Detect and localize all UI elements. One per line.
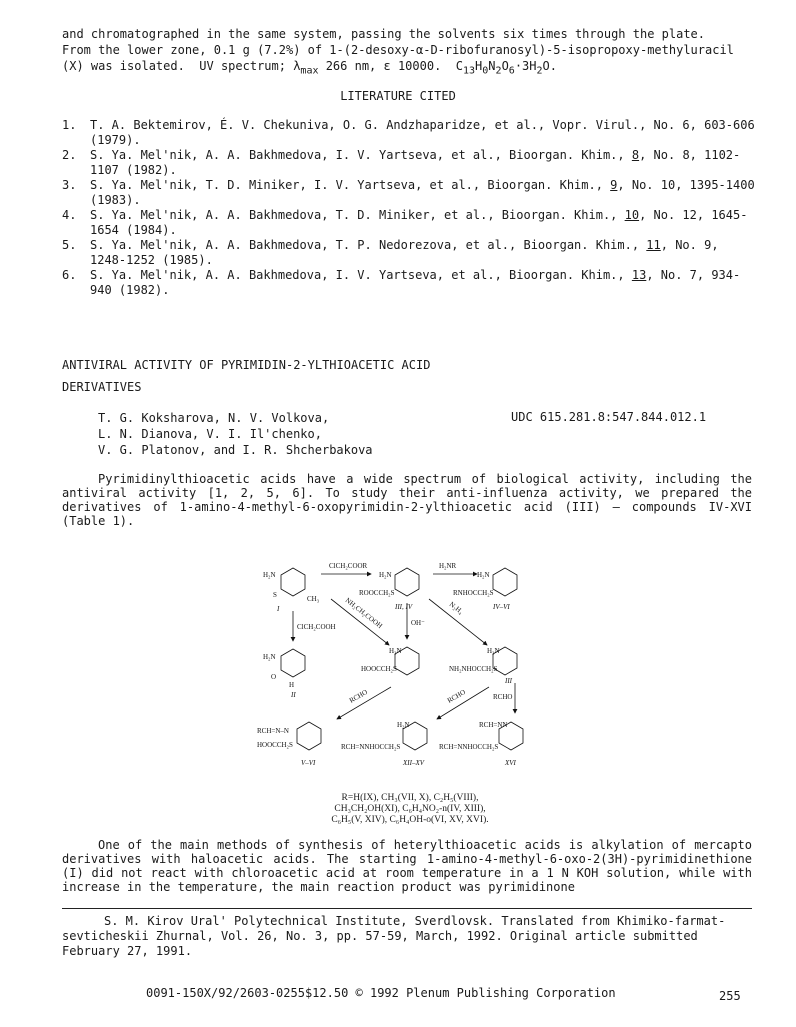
page-number: 255: [719, 989, 741, 1003]
article-title-line-2: DERIVATIVES: [62, 380, 142, 394]
fragment-label: RCH=NNHOCCH₂S: [439, 743, 499, 751]
top-paragraph-line-2: From the lower zone, 0.1 g (7.2%) of 1-(2-desoxy-α-D-ribofuranosyl)-5-isopropoxy-methyluracil: [62, 43, 734, 57]
fragment-label: H₂N: [379, 571, 392, 579]
compound-number: III, IV: [395, 603, 413, 611]
reagent-label: ClCH₂COOH: [297, 623, 336, 631]
reagent-label: ClCH₂COOR: [329, 562, 368, 570]
ring-compound-IV-VI: [493, 568, 517, 596]
compound-number: XII–XV: [403, 759, 424, 767]
author-line-2: L. N. Dianova, V. I. Il'chenko,: [98, 427, 322, 441]
fragment-label: RCH=NN: [479, 721, 508, 729]
body-paragraph: One of the main methods of synthesis of heterylthioacetic acids is alkylation of mercapto derivatives with haloacetic acids. The starting 1-amino-4-methyl-6-oxo-2(3H)-pyrimidinethione (I) did not react with chloroacetic acid at room temperature in a 1 N KOH solution, while with increase in the temperature, the main reaction product was pyrimidinone: [62, 838, 752, 894]
compound-number: III: [505, 677, 512, 685]
r-legend-line: CH₃CH₂OH(XI), C₆H₄NO₂-n(IV, XIII),: [334, 804, 486, 814]
ring-compound-I: [281, 568, 305, 596]
fragment-label: H₂N: [389, 647, 402, 655]
journal-page: and chromatographed in the same system, passing the solvents six times through the plate. From the lower zone, 0.1 g (7.2%) of 1-(2-desoxy-α-D-ribofuranosyl)-5-isopropoxy-methyluracil (X) was isolated. UV spectrum; $\lambda_{max}$ 266 nm, ε 10000. $C_{13}H_0N_2O_6\cdot 3H_2O$. LITERATURE CITED 1. T. A. Bektemirov, É. V. Chekuniva, O. G. Andzhaparidze, et al., Vopr. Virul., No. 6, 603-606 (1979). 2. S. Ya. Mel'nik, A. A. Bakhmedova, I. V. Yartseva, et al., Bioorgan. Khim., 8, No. 8, 1102-1107 (1982). 3. S. Ya. Mel'nik, T. D. Miniker, I. V. Yartseva, et al., Bioorgan. Khim., 9, No. 10, 1395-1400 (1983). 4. S. Ya. Mel'nik, A. A. Bakhmedova, T. D. Miniker, et al., Bioorgan. Khim., 10, No. 12, 1645-1654 (1984). 5. S. Ya. Mel'nik, A. A. Bakhmedova, T. P. Nedorezova, et al., Bioorgan. Khim., 11, No. 9, 1248-1252 (1985). 6. S. Ya. Mel'nik, A. A. Bakhmedova, I. V. Yartseva, et al., Bioorgan. Khim., 13, No. 7, 934-940 (1982). ANTIVIRAL ACTIVITY OF PYRIMIDIN-2-YLTHIOACETIC ACID DERIVATIVES T. G. Koksharova, N. V. Volkova, L. N. Dianova, V. I. Il'chenko, V. G. Platonov, and I. R. Shcherbakova UDC 615.281.8:547.844.012.1 Pyrimidinylthioacetic acids have a wide spectrum of biological activity, including the antiviral activity [1, 2, 5, 6]. To study their anti-influenza activity, we prepared the derivatives of 1-amino-4-methyl-6-oxopyrimidin-2-ylthioacetic acid (III) — compounds IV-XVI (Table 1). ClCH₂COOR H₂NR ClCH₂COOH OH⁻ NH₂CH₂COOH N₂H₄ RCHO RCHO RCHO H₂N S CH₃ H₂N ROOCCH₂S H₂N RNHOCCH₂S H₂N O H H₂N HOOCCH₂S H₂N NH₂NHOCCH₂S RCH=N–N HOOCCH₂S H₂N RCH=NNHOCCH₂S RCH=NN RCH=NNHOCCH₂S I III, IV IV–VI II III V–VI XII–XV XVI R=H(IX), CH₃(VII, X), C₂H₅(VIII), CH₃CH₂OH(XI), C₆H₄NO₂-n(IV, XIII), C₆H₅(V, XIV), C₆H₄OH-o(VI, XV, XVI). One of the main methods of synthesis of heterylthioacetic acids is alkylation of mercapto derivatives with haloacetic acids. The starting 1-amino-4-methyl-6-oxo-2(3H)-pyrimidinethione (I) did not react with chloroacetic acid at room temperature in a 1 N KOH solution, while with increase in the temperature, the main reaction product was pyrimidinone S. M. Kirov Ural' Polytechnical Institute, Sverdlovsk. Translated from Khimiko-farmat-sevticheskii Zhurnal, Vol. 26, No. 3, pp. 57-59, March, 1992. Original article submitted February 27, 1991. 0091-150X/92/2603-0255$12.50 © 1992 Plenum Publishing Corporation 255: [0, 0, 796, 1027]
fragment-label: HOOCCH₂S: [361, 665, 397, 673]
literature-heading: LITERATURE CITED: [340, 89, 456, 103]
fragment-label: HOOCCH₂S: [257, 741, 293, 749]
fragment-label: RNHOCCH₂S: [453, 589, 494, 597]
ring-compound-V-VI: [297, 722, 321, 750]
r-legend-line: R=H(IX), CH₃(VII, X), C₂H₅(VIII),: [341, 793, 479, 803]
author-line-3: V. G. Platonov, and I. R. Shcherbakova: [98, 443, 373, 457]
intro-paragraph: Pyrimidinylthioacetic acids have a wide spectrum of biological activity, including the antiviral activity [1, 2, 5, 6]. To study their anti-influenza activity, we prepared the derivatives of 1-amino-4-methyl-6-oxopyrimidin-2-ylthioacetic acid (III) — compounds IV-XVI (Table 1).: [62, 472, 752, 528]
reagent-label: NH₂CH₂COOH: [343, 596, 384, 631]
fragment-label: H₂N: [487, 647, 500, 655]
top-paragraph-line-3: (X) was isolated. UV spectrum; $\lambda_{max}$ 266 nm, ε 10000. $C_{13}H_0N_2O_6\cdot 3H_2O$.: [62, 59, 557, 77]
reaction-scheme-drawing: [253, 553, 543, 775]
compound-number: II: [291, 691, 296, 699]
reagent-label: H₂NR: [439, 562, 457, 570]
ring-compound-III-IV: [395, 568, 419, 596]
article-title-line-1: ANTIVIRAL ACTIVITY OF PYRIMIDIN-2-YLTHIOACETIC ACID: [62, 358, 431, 372]
copyright-line: 0091-150X/92/2603-0255$12.50 © 1992 Plenum Publishing Corporation: [146, 986, 616, 1000]
fragment-label: S: [273, 591, 277, 599]
fragment-label: O: [271, 673, 277, 681]
fragment-label: RCH=NNHOCCH₂S: [341, 743, 401, 751]
fragment-label: H₂N: [263, 571, 276, 579]
fragment-label: NH₂NHOCCH₂S: [449, 665, 498, 673]
footnote: S. M. Kirov Ural' Polytechnical Institute, Sverdlovsk. Translated from Khimiko-farmat-sevticheskii Zhurnal, Vol. 26, No. 3, pp. 57-59, March, 1992. Original article submitted February 27, 1991.: [62, 914, 726, 958]
reagent-label: RCHO: [446, 688, 467, 705]
fragment-label: H₂N: [263, 653, 276, 661]
fragment-label: RCH=N–N: [257, 727, 289, 735]
fragment-label: H₂N: [397, 721, 410, 729]
compound-number: V–VI: [301, 759, 316, 767]
fragment-label: H: [289, 681, 295, 689]
reaction-scheme: [253, 553, 543, 775]
fragment-label: ROOCCH₂S: [359, 589, 395, 597]
compound-number: XVI: [505, 759, 516, 767]
fragment-label: CH₃: [307, 595, 320, 603]
reagent-label: RCHO: [348, 688, 369, 705]
r-legend-line: C₆H₅(V, XIV), C₆H₄OH-o(VI, XV, XVI).: [331, 815, 489, 825]
top-paragraph-line-1: and chromatographed in the same system, passing the solvents six times through the plate.: [62, 27, 705, 41]
udc-code: UDC 615.281.8:547.844.012.1: [511, 410, 707, 424]
reagent-label: RCHO: [493, 693, 513, 701]
reagent-label: N₂H₄: [447, 600, 465, 616]
compound-number: I: [277, 605, 280, 613]
compound-number: IV–VI: [493, 603, 510, 611]
ring-compound-II: [281, 649, 305, 677]
author-line-1: T. G. Koksharova, N. V. Volkova,: [98, 411, 330, 425]
scheme-r-legend: [290, 793, 530, 826]
footnote-divider: [62, 908, 752, 909]
fragment-label: H₂N: [477, 571, 490, 579]
reagent-label: OH⁻: [411, 619, 425, 627]
